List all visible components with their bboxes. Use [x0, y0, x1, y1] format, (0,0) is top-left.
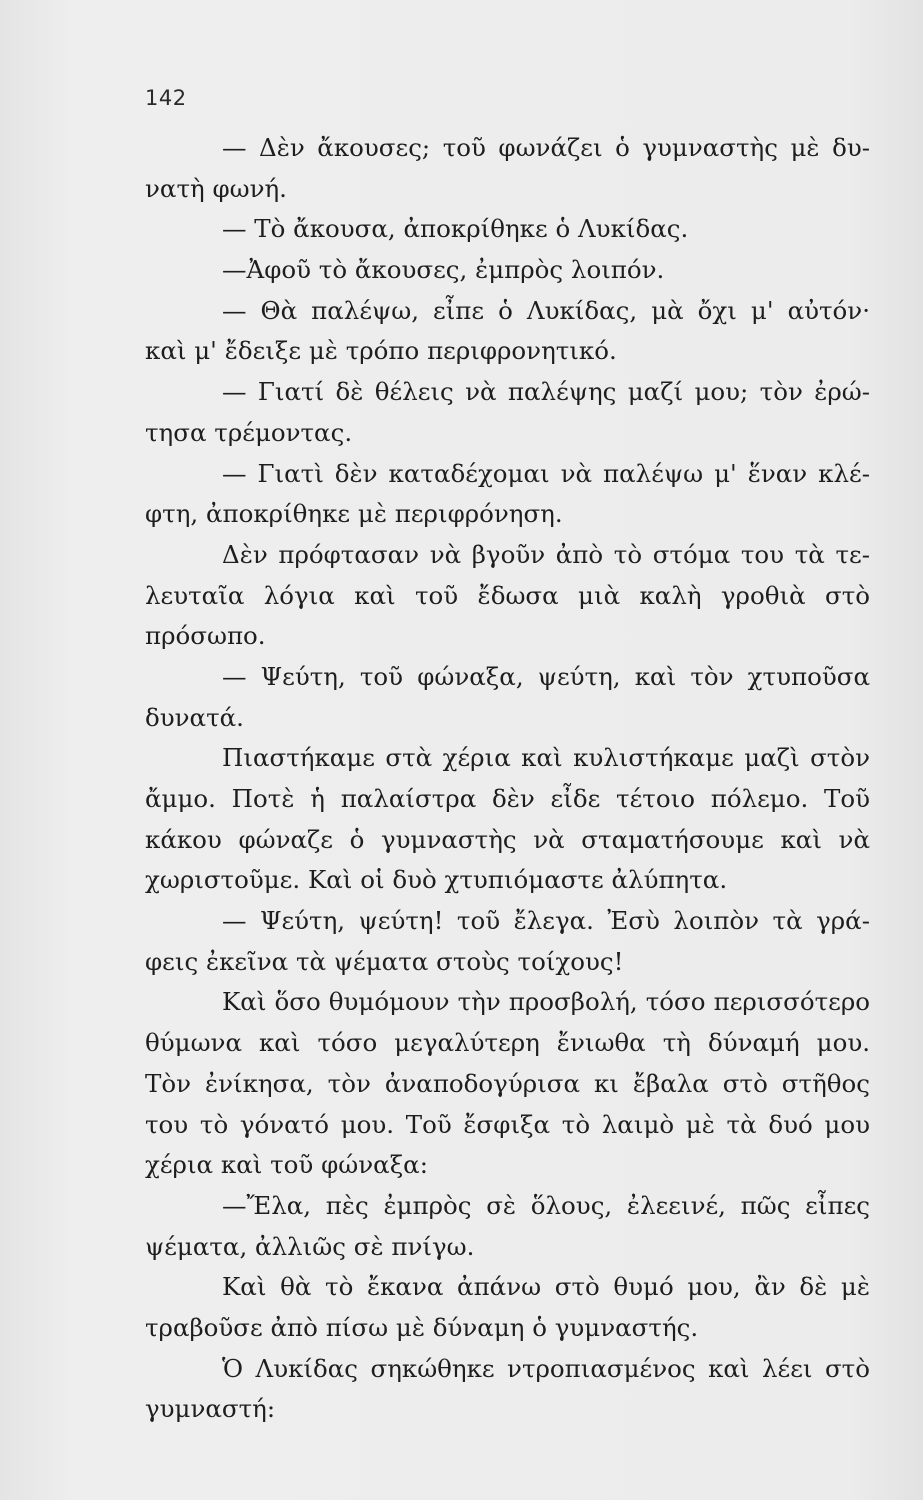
text-line: —Ἀφοῦ τὸ ἄκουσες, ἐμπρὸς λοιπόν.	[222, 255, 665, 285]
body-text	[145, 128, 870, 1430]
text-line: — Ψεύτη, τοῦ φώναξα, ψεύτη, καὶ τὸν χτυποῦσα	[222, 661, 870, 691]
page-number: 142	[145, 86, 187, 110]
text-line: Πιαστήκαμε στὰ χέρια καὶ κυλιστήκαμε μαζὶ στὸν	[222, 743, 870, 773]
text-line: λευταῖα λόγια καὶ τοῦ ἔδωσα μιὰ καλὴ γροθιὰ στὸ	[145, 580, 870, 610]
text-line: γυμναστή:	[145, 1394, 276, 1424]
text-line: χωριστοῦμε. Καὶ οἱ δυὸ χτυπιόμαστε ἀλύπητα.	[145, 865, 728, 895]
text-line: Καὶ θὰ τὸ ἔκανα ἀπάνω στὸ θυμό μου, ἂν δὲ μὲ	[222, 1272, 870, 1302]
text-line: ἄμμο. Ποτὲ ἡ παλαίστρα δὲν εἶδε τέτοιο πόλεμο. Τοῦ	[145, 784, 870, 813]
text-line: πρόσωπο.	[145, 621, 266, 651]
text-line: Τὸν ἐνίκησα, τὸν ἀναποδογύρισα κι ἔβαλα στὸ στῆθος	[145, 1068, 870, 1098]
text-line: — Δὲν ἄκουσες; τοῦ φωνάζει ὁ γυμναστὴς μὲ δυ-	[222, 133, 870, 162]
text-line: — Θὰ παλέψω, εἶπε ὁ Λυκίδας, μὰ ὄχι μ' αὐτόν·	[222, 295, 870, 325]
text-line: καὶ μ' ἔδειξε μὲ τρόπο περιφρονητικό.	[145, 336, 617, 366]
text-line: τραβοῦσε ἀπὸ πίσω μὲ δύναμη ὁ γυμναστής.	[145, 1312, 699, 1342]
text-line: νατὴ φωνή.	[145, 173, 287, 203]
text-line: φεις ἐκεῖνα τὰ ψέματα στοὺς τοίχους!	[145, 946, 624, 976]
text-line: φτη, ἀποκρίθηκε μὲ περιφρόνηση.	[145, 499, 563, 529]
text-line: του τὸ γόνατό μου. Τοῦ ἔσφιξα τὸ λαιμὸ μὲ τὰ δυό μου	[145, 1109, 870, 1139]
text-line: — Τὸ ἄκουσα, ἀποκρίθηκε ὁ Λυκίδας.	[222, 214, 689, 244]
text-line: ψέματα, ἀλλιῶς σὲ πνίγω.	[145, 1231, 475, 1261]
text-line: Ὁ Λυκίδας σηκώθηκε ντροπιασμένος καὶ λέει στὸ	[222, 1353, 870, 1383]
text-line: κάκου φώναζε ὁ γυμναστὴς νὰ σταματήσουμε καὶ νὰ	[145, 824, 870, 854]
text-line: θύμωνα καὶ τόσο μεγαλύτερη ἔνιωθα τὴ δύναμή μου.	[145, 1028, 870, 1058]
text-line: — Ψεύτη, ψεύτη! τοῦ ἔλεγα. Ἐσὺ λοιπὸν τὰ γρά-	[222, 906, 870, 936]
text-line: —Ἔλα, πὲς ἐμπρὸς σὲ ὅλους, ἐλεεινέ, πῶς εἶπες	[222, 1190, 870, 1220]
text-line: δυνατά.	[145, 702, 244, 732]
text-line: — Γιατὶ δὲν καταδέχομαι νὰ παλέψω μ' ἕναν κλέ-	[222, 458, 870, 488]
text-line: χέρια καὶ τοῦ φώναξα:	[145, 1150, 428, 1180]
text-line: τησα τρέμοντας.	[145, 417, 353, 447]
text-line: — Γιατί δὲ θέλεις νὰ παλέψης μαζί μου; τὸν ἐρώ-	[222, 377, 870, 407]
text-line: Δὲν πρόφτασαν νὰ βγοῦν ἀπὸ τὸ στόμα του τὰ τε-	[222, 539, 870, 569]
text-line: Καὶ ὅσο θυμόμουν τὴν προσβολή, τόσο περισσότερο	[222, 987, 870, 1017]
